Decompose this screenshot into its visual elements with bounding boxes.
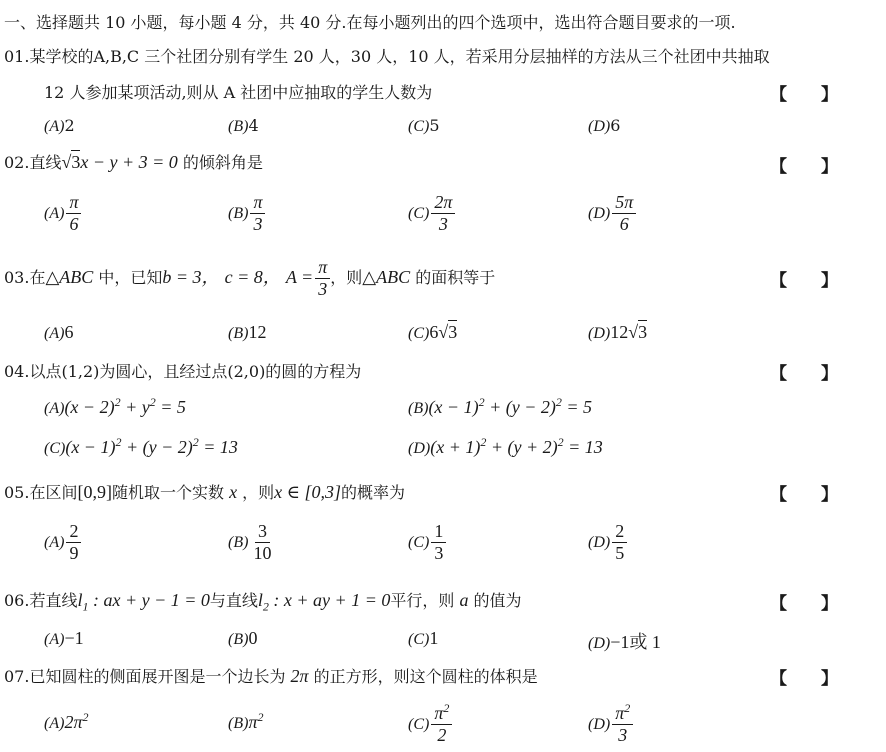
option-value: 12	[248, 322, 267, 342]
fraction-numerator: π	[66, 193, 81, 214]
option-value: 6	[64, 322, 74, 342]
sqrt-symbol: √	[438, 322, 449, 342]
sqrt-symbol: √	[628, 322, 639, 342]
option-value: 0	[248, 628, 258, 648]
q6-prefix: 06.若直线	[4, 591, 78, 610]
fraction-numerator: 5π	[612, 193, 636, 214]
option-value: 2	[64, 116, 75, 135]
answer-bracket-2[interactable]: 【 】	[770, 157, 838, 177]
section-header: 一、选择题共 10 小题，每小题 4 分，共 40 分.在每小题列出的四个选项中，选出符合题目要求的一项.	[4, 13, 736, 32]
q7-option-d[interactable]	[588, 701, 633, 745]
option-value: 1	[429, 628, 439, 648]
option-label: (A)	[44, 400, 65, 417]
q6-option-a[interactable]	[44, 628, 84, 649]
q4-option-a[interactable]	[44, 397, 186, 418]
q7-suffix: 的正方形，则这个圆柱的体积是	[313, 667, 538, 686]
q6-text: 与直线	[209, 591, 258, 610]
variable-x: x	[229, 482, 238, 502]
fraction-denominator: 3	[434, 542, 444, 563]
option-label: (B)	[228, 204, 249, 222]
fraction-denominator: 3	[438, 213, 448, 234]
fraction-denominator: 3	[618, 724, 628, 745]
fraction-numerator: π	[434, 703, 444, 723]
sqrt-arg: 3	[638, 322, 648, 342]
exponent: 2	[555, 395, 562, 409]
fraction-denominator: 9	[69, 542, 79, 563]
answer-bracket-7[interactable]: 【 】	[770, 669, 838, 689]
option-label: (C)	[408, 325, 430, 342]
q2-option-c[interactable]	[408, 193, 455, 234]
fraction-numerator: π	[315, 258, 330, 279]
fraction-denominator: 3	[253, 213, 263, 234]
side-b: b = 3，	[162, 266, 220, 287]
option-label: (D)	[408, 440, 431, 457]
q5-option-a[interactable]	[44, 522, 81, 563]
term: + (y − 2)	[121, 437, 193, 457]
fraction-denominator: 6	[69, 213, 79, 234]
question-6-stem	[4, 588, 522, 614]
q3-text: ，则	[330, 267, 363, 287]
answer-bracket-6[interactable]: 【 】	[770, 594, 838, 614]
option-label: (C)	[408, 631, 430, 648]
exponent: 2	[257, 710, 264, 724]
option-label: (C)	[408, 118, 430, 135]
exponent: 2	[149, 395, 156, 409]
question-4-stem: 04.以点(1,2)为圆心，且经过点(2,0)的圆的方程为	[4, 362, 362, 381]
option-label: (B)	[228, 631, 249, 648]
q1-option-a[interactable]	[44, 116, 75, 136]
side-c: c = 8，	[224, 266, 281, 287]
angle-a: A =	[285, 266, 314, 287]
option-value: 5	[429, 116, 440, 135]
sqrt-symbol: √	[61, 152, 72, 172]
equation-1: : ax + y − 1 = 0	[88, 590, 210, 610]
option-label: (B)	[228, 118, 249, 135]
q3-option-b[interactable]	[228, 322, 266, 343]
q4-option-d[interactable]	[408, 437, 603, 458]
q6-option-c[interactable]	[408, 628, 438, 649]
option-label: (C)	[408, 715, 430, 733]
interval: [0,9]	[77, 482, 112, 502]
term: = 13	[198, 437, 238, 457]
term: 2π	[64, 712, 83, 732]
q2-prefix: 02.直线	[4, 153, 62, 172]
q5-text: 随机取一个实数	[111, 483, 224, 502]
q7-option-b[interactable]	[228, 712, 263, 733]
fraction-numerator: 2	[612, 522, 627, 543]
option-label: (C)	[44, 440, 66, 457]
coefficient: 6	[429, 322, 439, 342]
fraction-denominator: 3	[318, 278, 328, 299]
sqrt-arg: 3	[448, 322, 458, 342]
option-label: (D)	[588, 635, 611, 652]
q2-option-a[interactable]	[44, 193, 81, 234]
q1-option-b[interactable]	[228, 116, 259, 136]
q1-option-d[interactable]	[588, 116, 620, 136]
q7-option-c[interactable]	[408, 701, 452, 745]
q6-text: 平行，则	[390, 591, 455, 610]
option-label: (D)	[588, 715, 611, 733]
option-label: (D)	[588, 533, 611, 551]
q1-option-c[interactable]	[408, 116, 440, 136]
exponent: 2	[115, 435, 122, 449]
q7-option-a[interactable]	[44, 712, 88, 733]
exponent: 2	[192, 435, 199, 449]
option-label: (D)	[588, 325, 611, 342]
fraction-denominator: 5	[615, 542, 625, 563]
fraction-denominator: 10	[253, 542, 272, 563]
q3-suffix: 的面积等于	[415, 267, 496, 287]
line-l2: l	[257, 590, 263, 610]
exponent: 2	[480, 435, 487, 449]
fraction-denominator: 6	[619, 213, 629, 234]
fraction-denominator: 2	[437, 724, 447, 745]
q5-option-b[interactable]	[228, 522, 274, 563]
q2-suffix: 的倾斜角是	[182, 153, 263, 172]
q3-prefix: 03.在	[4, 267, 46, 287]
question-5-stem	[4, 480, 405, 503]
exponent: 2	[443, 701, 450, 715]
q5-prefix: 05.在区间	[4, 483, 78, 502]
option-value: −1	[64, 628, 84, 648]
q7-prefix: 07.已知圆柱的侧面展开图是一个边长为	[4, 667, 286, 686]
option-value: 4	[248, 116, 259, 135]
fraction-numerator: 2	[66, 522, 81, 543]
exponent: 2	[624, 701, 631, 715]
line-l1: l	[77, 590, 83, 610]
exponent: 2	[114, 395, 121, 409]
option-label: (B)	[228, 715, 249, 732]
sqrt-arg: 3	[71, 152, 81, 172]
option-label: (B)	[228, 533, 249, 551]
coefficient: 12	[610, 322, 629, 342]
term: + (y − 2)	[484, 397, 556, 417]
q2-option-b[interactable]	[228, 193, 265, 234]
option-label: (A)	[44, 533, 65, 551]
answer-bracket-4[interactable]: 【 】	[770, 364, 838, 384]
option-value: 6	[610, 116, 621, 135]
term: π	[248, 712, 258, 732]
exponent: 2	[557, 435, 564, 449]
side-length: 2π	[290, 666, 309, 686]
option-label: (D)	[588, 204, 611, 222]
equation-2: : x + ay + 1 = 0	[268, 590, 391, 610]
triangle-abc: △ABC	[45, 266, 94, 287]
term: + y	[120, 397, 150, 417]
option-value: −1或 1	[610, 632, 661, 652]
question-7-stem	[4, 664, 538, 687]
term: = 5	[561, 397, 592, 417]
option-label: (D)	[588, 118, 611, 135]
q6-suffix: 的值为	[473, 591, 522, 610]
option-label: (A)	[44, 715, 65, 732]
q3-text: 中，已知	[98, 267, 163, 287]
option-label: (C)	[408, 533, 430, 551]
exponent: 2	[82, 710, 89, 724]
variable-a: a	[459, 590, 469, 610]
option-label: (A)	[44, 325, 65, 342]
subscript: 1	[82, 599, 89, 614]
condition: x ∈ [0,3]	[274, 482, 341, 502]
option-label: (C)	[408, 204, 430, 222]
q2-option-d[interactable]	[588, 193, 636, 234]
q3-option-d[interactable]	[588, 322, 647, 343]
q5-suffix: 的概率为	[341, 483, 406, 502]
q6-option-d[interactable]	[588, 628, 661, 654]
term: (x − 1)	[428, 397, 479, 417]
option-label: (B)	[408, 400, 429, 417]
q2-equation: x − y + 3 = 0	[80, 152, 178, 172]
q6-option-b[interactable]	[228, 628, 257, 649]
option-label: (A)	[44, 631, 65, 648]
term: (x − 2)	[64, 397, 115, 417]
fraction-numerator: π	[250, 193, 265, 214]
question-3-stem	[4, 258, 495, 299]
fraction-numerator: π	[615, 703, 625, 723]
exponent: 2	[478, 395, 485, 409]
subscript: 2	[262, 599, 269, 614]
fraction-numerator: 3	[255, 522, 270, 543]
option-label: (A)	[44, 118, 65, 135]
q4-option-b[interactable]	[408, 397, 592, 418]
term: (x − 1)	[65, 437, 116, 457]
q5-option-c[interactable]	[408, 522, 446, 563]
answer-bracket-5[interactable]: 【 】	[770, 485, 838, 505]
q5-text: ，则	[242, 483, 275, 502]
question-2-stem	[4, 150, 263, 173]
option-label: (A)	[44, 204, 65, 222]
term: + (y + 2)	[486, 437, 558, 457]
answer-bracket-3[interactable]: 【 】	[770, 271, 838, 291]
option-label: (B)	[228, 325, 249, 342]
question-1-stem: 01.某学校的A,B,C 三个社团分别有学生 20 人，30 人，10 人，若采用分层抽样的方法从三个社团中共抽取	[4, 47, 770, 66]
q3-option-a[interactable]	[44, 322, 73, 343]
fraction-numerator: 2π	[431, 193, 455, 214]
term: (x + 1)	[430, 437, 481, 457]
q4-option-c[interactable]	[44, 437, 238, 458]
triangle-abc: △ABC	[362, 266, 411, 287]
term: = 5	[155, 397, 186, 417]
q5-option-d[interactable]	[588, 522, 627, 563]
q3-option-c[interactable]	[408, 322, 457, 343]
question-1-stem-cont: 12 人参加某项活动,则从 A 社团中应抽取的学生人数为	[44, 83, 433, 102]
term: = 13	[563, 437, 603, 457]
fraction-numerator: 1	[431, 522, 446, 543]
answer-bracket-1[interactable]: 【 】	[770, 85, 838, 105]
